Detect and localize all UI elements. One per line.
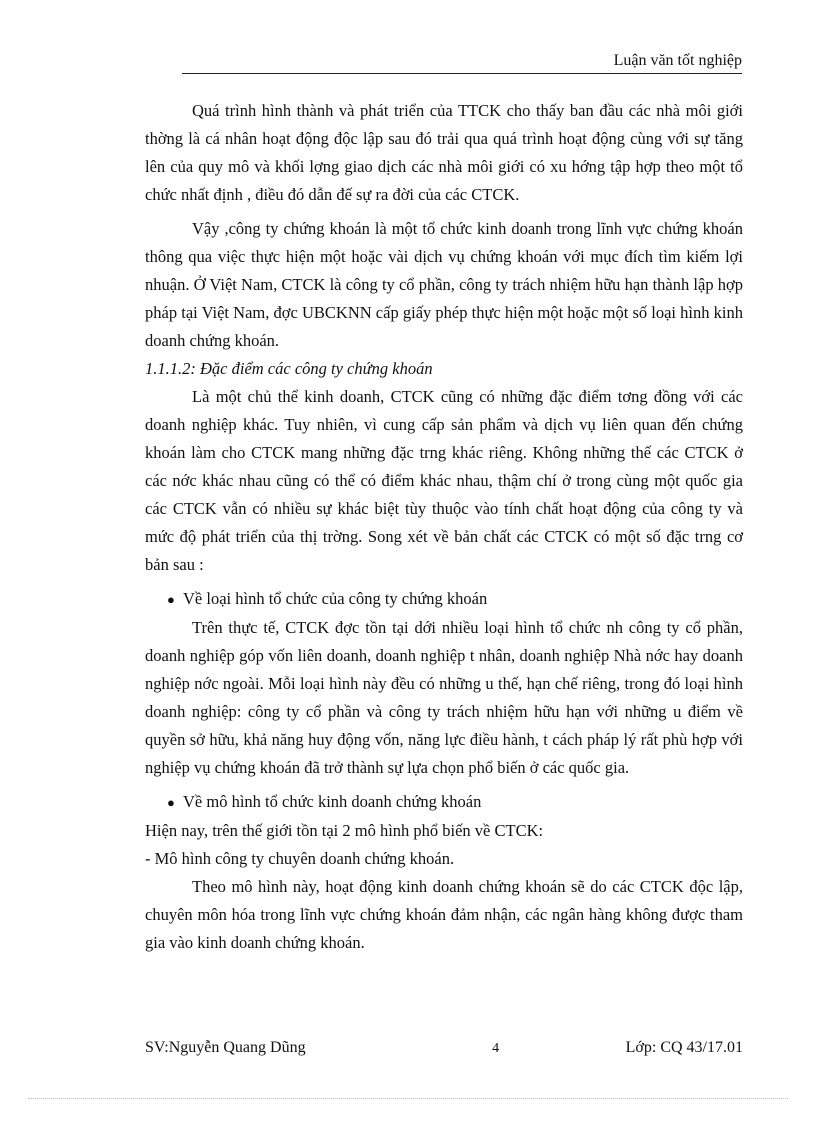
paragraph-formation: Quá trình hình thành và phát triển của TTCK cho thấy ban đầu các nhà môi giới thờng là cá nhân hoạt động độc lập sau đó trải qua quá trình hoạt động cùng với sự tăng lên của quy mô và khối lợng giao dịch các nhà môi giới có xu hớng tập hợp theo một tổ chức nhất định , điều đó dẫn đế sự ra đời của các CTCK. bbox=[145, 101, 743, 204]
footer-class: Lớp: CQ 43/17.01 bbox=[625, 1039, 743, 1056]
footer-student: SV:Nguyễn Quang Dũng bbox=[145, 1039, 306, 1056]
paragraph-model-specialized: - Mô hình công ty chuyên doanh chứng khoán. bbox=[145, 849, 455, 868]
bullet-icon: ● bbox=[167, 592, 175, 607]
page-header: Luận văn tốt nghiệp bbox=[182, 52, 742, 74]
bullet-item-business-model bbox=[167, 788, 743, 817]
bullet-label: Về mô hình tổ chức kinh doanh chứng khoán bbox=[183, 792, 482, 811]
page-footer bbox=[145, 1039, 743, 1057]
section-heading: 1.1.1.2: Đặc điểm các công ty chứng khoán bbox=[145, 359, 433, 378]
paragraph-characteristics: Là một chủ thể kinh doanh, CTCK cũng có những đặc điểm tơng đồng với các doanh nghiệp khác. Tuy nhiên, vì cung cấp sản phẩm và dịch vụ liên quan đến chứng khoán làm cho CTCK mang những đặc trng khác riêng. Không những thế các CTCK ở các nớc khác nhau cũng có thể có điểm khác nhau, thậm chí ở trong cùng một quốc gia các CTCK vẫn có nhiều sự khác biệt tùy thuộc vào tính chất hoạt động của công ty và mức độ phát triển của thị trờng. Song xét về bản chất các CTCK có một số đặc trng cơ bản sau : bbox=[145, 387, 743, 574]
paragraph-models-intro: Hiện nay, trên thế giới tồn tại 2 mô hình phổ biến về CTCK: bbox=[145, 821, 544, 840]
paragraph-organization-types: Trên thực tế, CTCK đợc tồn tại dới nhiều loại hình tổ chức nh công ty cổ phần, doanh nghiệp góp vốn liên doanh, doanh nghiệp t nhân, doanh nghiệp Nhà nớc hay doanh nghiệp nớc ngoài. Mỗi loại hình này đều có những u thế, hạn chế riêng, trong đó loại hình doanh nghiệp: công ty cổ phần và công ty trách nhiệm hữu hạn với những u điểm về quyền sở hữu, khả năng huy động vốn, năng lực điều hành, t cách pháp lý rất phù hợp với nghiệp vụ chứng khoán đã trở thành sự lựa chọn phổ biến ở các quốc gia. bbox=[145, 618, 743, 777]
paragraph-model-description: Theo mô hình này, hoạt động kinh doanh chứng khoán sẽ do các CTCK độc lập, chuyên môn hóa trong lĩnh vực chứng khoán đảm nhận, các ngân hàng không được tham gia vào kinh doanh chứng khoán. bbox=[145, 877, 743, 952]
page-number: 4 bbox=[492, 1041, 500, 1056]
bullet-icon: ● bbox=[167, 795, 175, 810]
bullet-item-organization-type bbox=[167, 585, 743, 614]
page-bottom-divider bbox=[28, 1098, 788, 1099]
bullet-label: Về loại hình tổ chức của công ty chứng khoán bbox=[183, 589, 488, 608]
paragraph-definition: Vậy ,công ty chứng khoán là một tổ chức kinh doanh trong lĩnh vực chứng khoán thông qua việc thực hiện một hoặc vài dịch vụ chứng khoán với mục đích tìm kiếm lợi nhuận. Ở Việt Nam, CTCK là công ty cổ phần, công ty trách nhiệm hữu hạn thành lập hợp pháp tại Việt Nam, đợc UBCKNN cấp giấy phép thực hiện một hoặc một số loại hình kinh doanh chứng khoán. bbox=[145, 219, 743, 350]
document-body bbox=[145, 97, 743, 957]
